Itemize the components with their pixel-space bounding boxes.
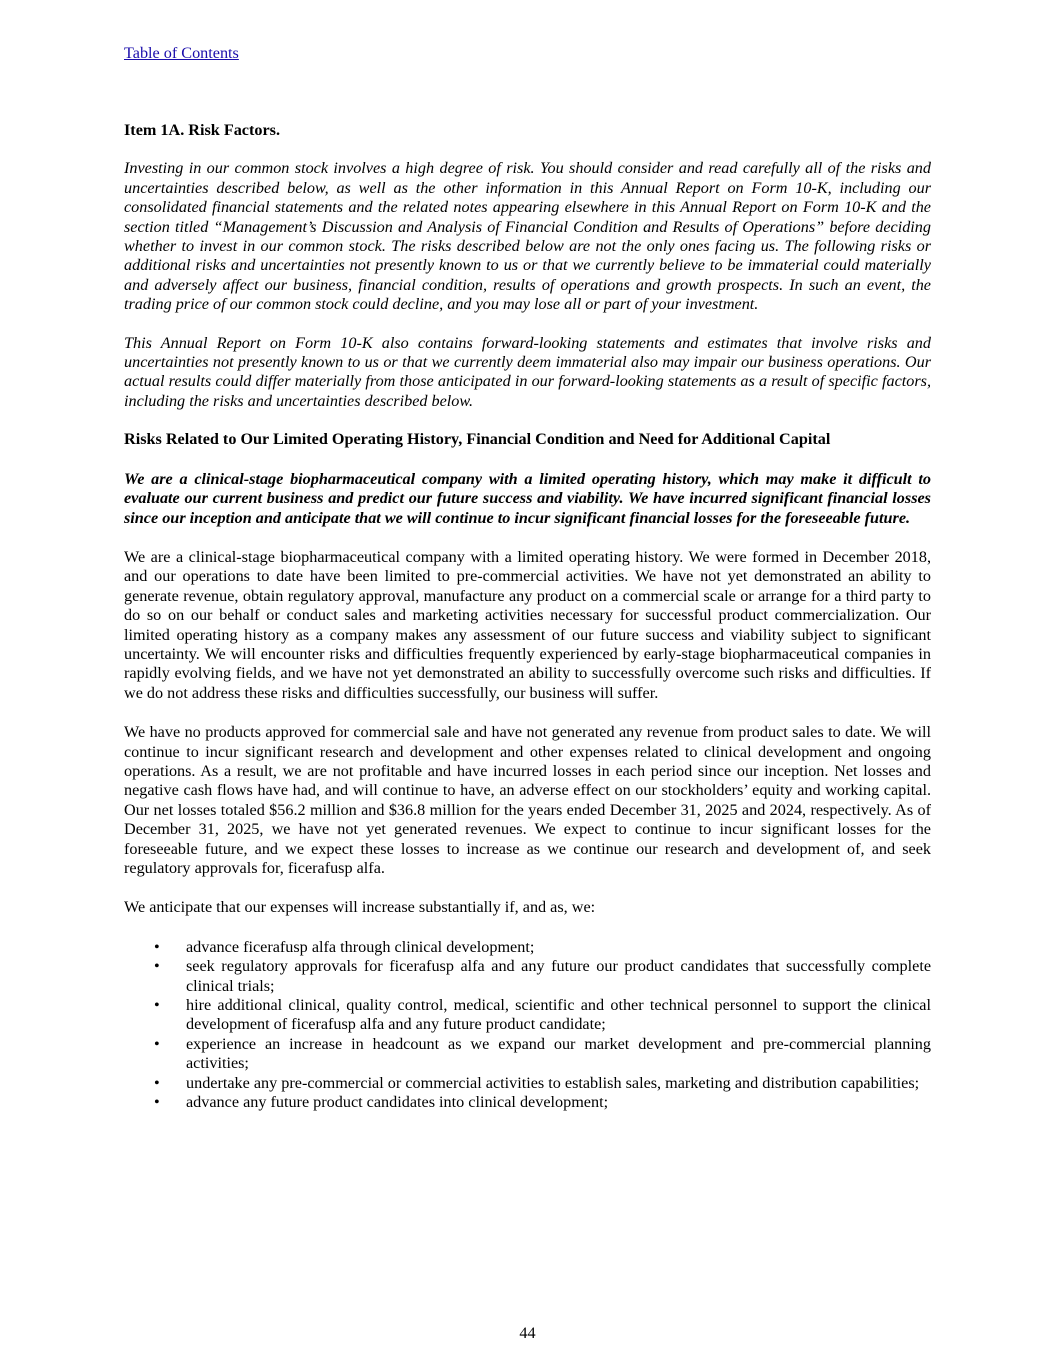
- list-item: [124, 1093, 931, 1112]
- section-heading: Risks Related to Our Limited Operating History, Financial Condition and Need for Additional Capital: [124, 430, 831, 449]
- document-content: [124, 121, 931, 1112]
- item-heading: Item 1A. Risk Factors.: [124, 121, 281, 139]
- table-of-contents-link[interactable]: Table of Contents: [124, 44, 239, 62]
- list-item-text: undertake any pre-commercial or commercial activities to establish sales, marketing and distribution capabilities;: [186, 1073, 920, 1092]
- list-item: [124, 1035, 931, 1074]
- bullet-icon: •: [154, 1093, 160, 1112]
- body-paragraph: We are a clinical-stage biopharmaceutical company with a limited operating history. We were formed in December 2018, and our operations to date have been limited to pre-commercial activities. We have not yet demonstrated an ability to generate revenue, obtain regulatory approval, manufacture any product on a commercial scale or arrange for a third party to do so on our behalf or conduct sales and marketing activities necessary for successful product commercialization. Our limited operating history as a company makes any assessment of our future success and viability subject to significant uncertainty. We will encounter risks and difficulties frequently experienced by early-stage biopharmaceutical companies in rapidly evolving fields, and we have not yet demonstrated an ability to successfully overcome such risks and difficulties. If we do not address these risks and difficulties successfully, our business will suffer.: [124, 547, 931, 702]
- body-paragraph: We have no products approved for commercial sale and have not generated any revenue from product sales to date. We will continue to incur significant research and development and other expenses related to clinical development and ongoing operations. As a result, we are not profitable and have incurred losses in each period since our inception. Net losses and negative cash flows have had, and will continue to have, an adverse effect on our stockholders’ equity and working capital. Our net losses totaled $56.2 million and $36.8 million for the years ended December 31, 2025 and 2024, respectively. As of December 31, 2025, we have not yet generated revenues. We expect to continue to incur significant losses for the foreseeable future, and we expect these losses to increase as we continue our research and development of, and seek regulatory approvals for, ficerafusp alfa.: [124, 723, 931, 877]
- list-item-text: advance any future product candidates into clinical development;: [186, 1093, 609, 1112]
- bullet-icon: •: [154, 957, 160, 976]
- list-item: [124, 996, 931, 1035]
- page-number: 44: [519, 1324, 536, 1342]
- intro-paragraph: Investing in our common stock involves a high degree of risk. You should consider and read carefully all of the risks and uncertainties described below, as well as the other information in this Annual Report on Form 10-K, including our consolidated financial statements and the related notes appearing elsewhere in this Annual Report on Form 10-K and the section titled “Management’s Discussion and Analysis of Financial Condition and Results of Operations” before deciding whether to invest in our common stock. The risks described below are not the only ones facing us. The following risks or additional risks and uncertainties not presently known to us or that we currently believe to be immaterial could materially and adversely affect our business, financial condition, results of operations and growth prospects. In such an event, the trading price of our common stock could decline, and you may lose all or part of your investment.: [124, 159, 931, 314]
- list-item-text: experience an increase in headcount as we expand our market development and pre-commercial planning activities;: [186, 1034, 931, 1073]
- list-item-text: hire additional clinical, quality control, medical, scientific and other technical personnel to support the clinical development of ficerafusp alfa and any future product candidate;: [186, 996, 931, 1034]
- bullet-icon: •: [154, 1034, 160, 1053]
- bullet-icon: •: [154, 937, 160, 956]
- bullet-icon: •: [154, 996, 160, 1015]
- list-item-text: advance ficerafusp alfa through clinical development;: [186, 937, 535, 956]
- bullet-icon: •: [154, 1073, 160, 1092]
- list-item: [124, 957, 931, 996]
- list-item-text: seek regulatory approvals for ficerafusp alfa and any future our product candidates that successfully complete clinical trials;: [186, 957, 931, 995]
- body-paragraph: We anticipate that our expenses will increase substantially if, and as, we:: [124, 898, 596, 917]
- intro-paragraph: This Annual Report on Form 10-K also contains forward-looking statements and estimates that involve risks and uncertainties not presently known to us or that we currently deem immaterial also may impair our business operations. Our actual results could differ materially from those anticipated in our forward-looking statements as a result of specific factors, including the risks and uncertainties described below.: [124, 333, 931, 410]
- risk-factor-heading: We are a clinical-stage biopharmaceutical company with a limited operating history, which may make it difficult to evaluate our current business and predict our future success and viability. We have incurred significant financial losses since our inception and anticipate that we will continue to incur significant financial losses for the foreseeable future.: [124, 469, 931, 527]
- list-item: [124, 1074, 931, 1093]
- list-item: [124, 938, 931, 957]
- expense-bullet-list: [124, 938, 931, 1113]
